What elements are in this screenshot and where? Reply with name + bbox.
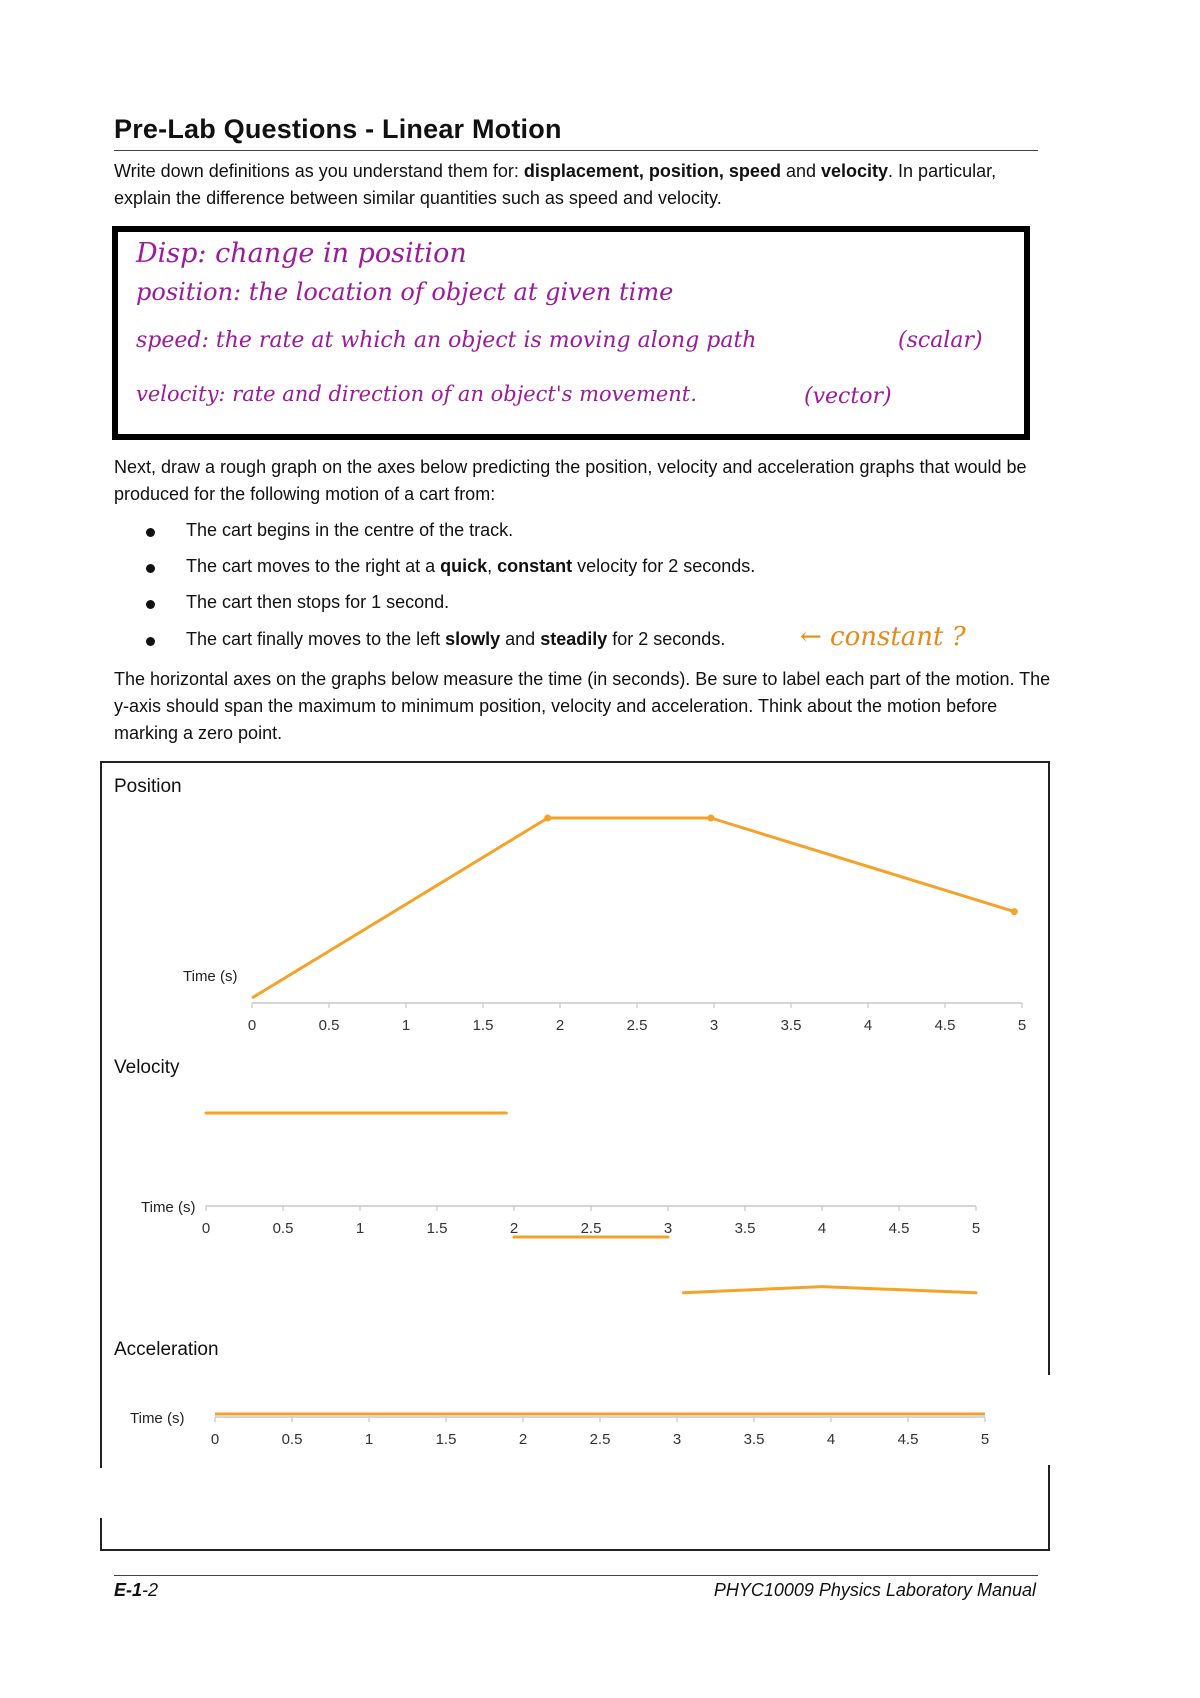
- footer-divider: [114, 1575, 1038, 1576]
- x-axis-title: Time (s): [183, 968, 238, 985]
- position-data-point: [1011, 908, 1018, 915]
- x-axis-title: Time (s): [141, 1199, 196, 1216]
- x-tick-label: 5: [1017, 1017, 1027, 1034]
- graph-instruction: Next, draw a rough graph on the axes below predicting the position, velocity and acceleration graphs that would be produced for the following motion of a cart from:: [114, 457, 1027, 504]
- x-tick-label: 1.5: [435, 1431, 457, 1448]
- x-tick-label: 1.5: [426, 1220, 448, 1237]
- x-tick-label: 3: [672, 1431, 682, 1448]
- x-tick-label: 2: [518, 1431, 528, 1448]
- x-tick-label: 0.5: [281, 1431, 303, 1448]
- x-tick-label: 3.5: [743, 1431, 765, 1448]
- position-data-point: [544, 815, 551, 822]
- intro-terms: displacement, position, speed: [523, 161, 781, 181]
- x-tick-label: 0.5: [272, 1220, 294, 1237]
- handwritten-vector: (vector): [804, 384, 892, 409]
- intro-text-2: . In particular, explain the difference between similar quantities such as speed and velocity.: [114, 161, 997, 208]
- handwritten-scalar: (scalar): [898, 328, 983, 353]
- position-series-line: [252, 818, 1014, 998]
- position-graph-label: Position: [114, 776, 182, 797]
- x-tick-label: 3.5: [734, 1220, 756, 1237]
- x-tick-label: 1: [401, 1017, 411, 1034]
- x-tick-label: 4.5: [888, 1220, 910, 1237]
- x-tick-label: 0.5: [318, 1017, 340, 1034]
- handwritten-line-1: Disp: change in position: [136, 238, 467, 269]
- position-data-point: [707, 815, 714, 822]
- intro-and: and: [780, 161, 821, 181]
- bullet-1-text: The cart begins in the centre of the track.: [186, 520, 514, 540]
- page-number: E-1-2: [114, 1580, 159, 1600]
- x-tick-label: 2: [509, 1220, 519, 1237]
- x-tick-label: 0: [201, 1220, 211, 1237]
- x-tick-label: 3: [663, 1220, 673, 1237]
- x-tick-label: 1: [355, 1220, 365, 1237]
- x-tick-label: 4: [817, 1220, 827, 1237]
- x-tick-label: 3: [709, 1017, 719, 1034]
- x-tick-label: 1: [364, 1431, 374, 1448]
- page-title: Pre-Lab Questions - Linear Motion: [114, 114, 562, 144]
- x-axis-title: Time (s): [130, 1410, 185, 1427]
- x-tick-label: 4.5: [934, 1017, 956, 1034]
- manual-title: PHYC10009 Physics Laboratory Manual: [713, 1580, 1036, 1600]
- velocity-graph-label: Velocity: [114, 1057, 180, 1078]
- x-tick-label: 4.5: [897, 1431, 919, 1448]
- x-tick-label: 0: [210, 1431, 220, 1448]
- x-tick-label: 2: [555, 1017, 565, 1034]
- bullet-2-text: The cart moves to the right at a quick, constant velocity for 2 seconds.: [186, 556, 756, 576]
- intro-text: Write down definitions as you understand them for:: [114, 161, 524, 181]
- bullet-4-text: The cart finally moves to the left slowly and steadily for 2 seconds.: [186, 629, 726, 649]
- x-tick-label: 5: [980, 1431, 990, 1448]
- x-tick-label: 1.5: [472, 1017, 494, 1034]
- bullet-3-text: The cart then stops for 1 second.: [186, 592, 450, 612]
- x-tick-label: 0: [247, 1017, 257, 1034]
- handwritten-line-3: speed: the rate at which an object is moving along path: [136, 328, 757, 353]
- intro-velocity: velocity: [821, 161, 889, 181]
- x-tick-label: 2.5: [589, 1431, 611, 1448]
- x-tick-label: 3.5: [780, 1017, 802, 1034]
- acceleration-graph-label: Acceleration: [114, 1339, 219, 1360]
- x-tick-label: 4: [863, 1017, 873, 1034]
- handwritten-line-4: velocity: rate and direction of an object's movement.: [136, 382, 697, 406]
- velocity-segment-3: [683, 1287, 976, 1293]
- x-tick-label: 4: [826, 1431, 836, 1448]
- x-tick-label: 2.5: [580, 1220, 602, 1237]
- x-tick-label: 5: [971, 1220, 981, 1237]
- axes-instruction: The horizontal axes on the graphs below measure the time (in seconds). Be sure to label each part of the motion. The y-axis should span the maximum to minimum position, velocity and acceleration. Think about the motion before marking a zero point.: [114, 669, 1051, 743]
- handwritten-line-2: position: the location of object at given time: [136, 278, 674, 306]
- x-tick-label: 2.5: [626, 1017, 648, 1034]
- handwritten-constant-note: ← constant ?: [800, 622, 966, 652]
